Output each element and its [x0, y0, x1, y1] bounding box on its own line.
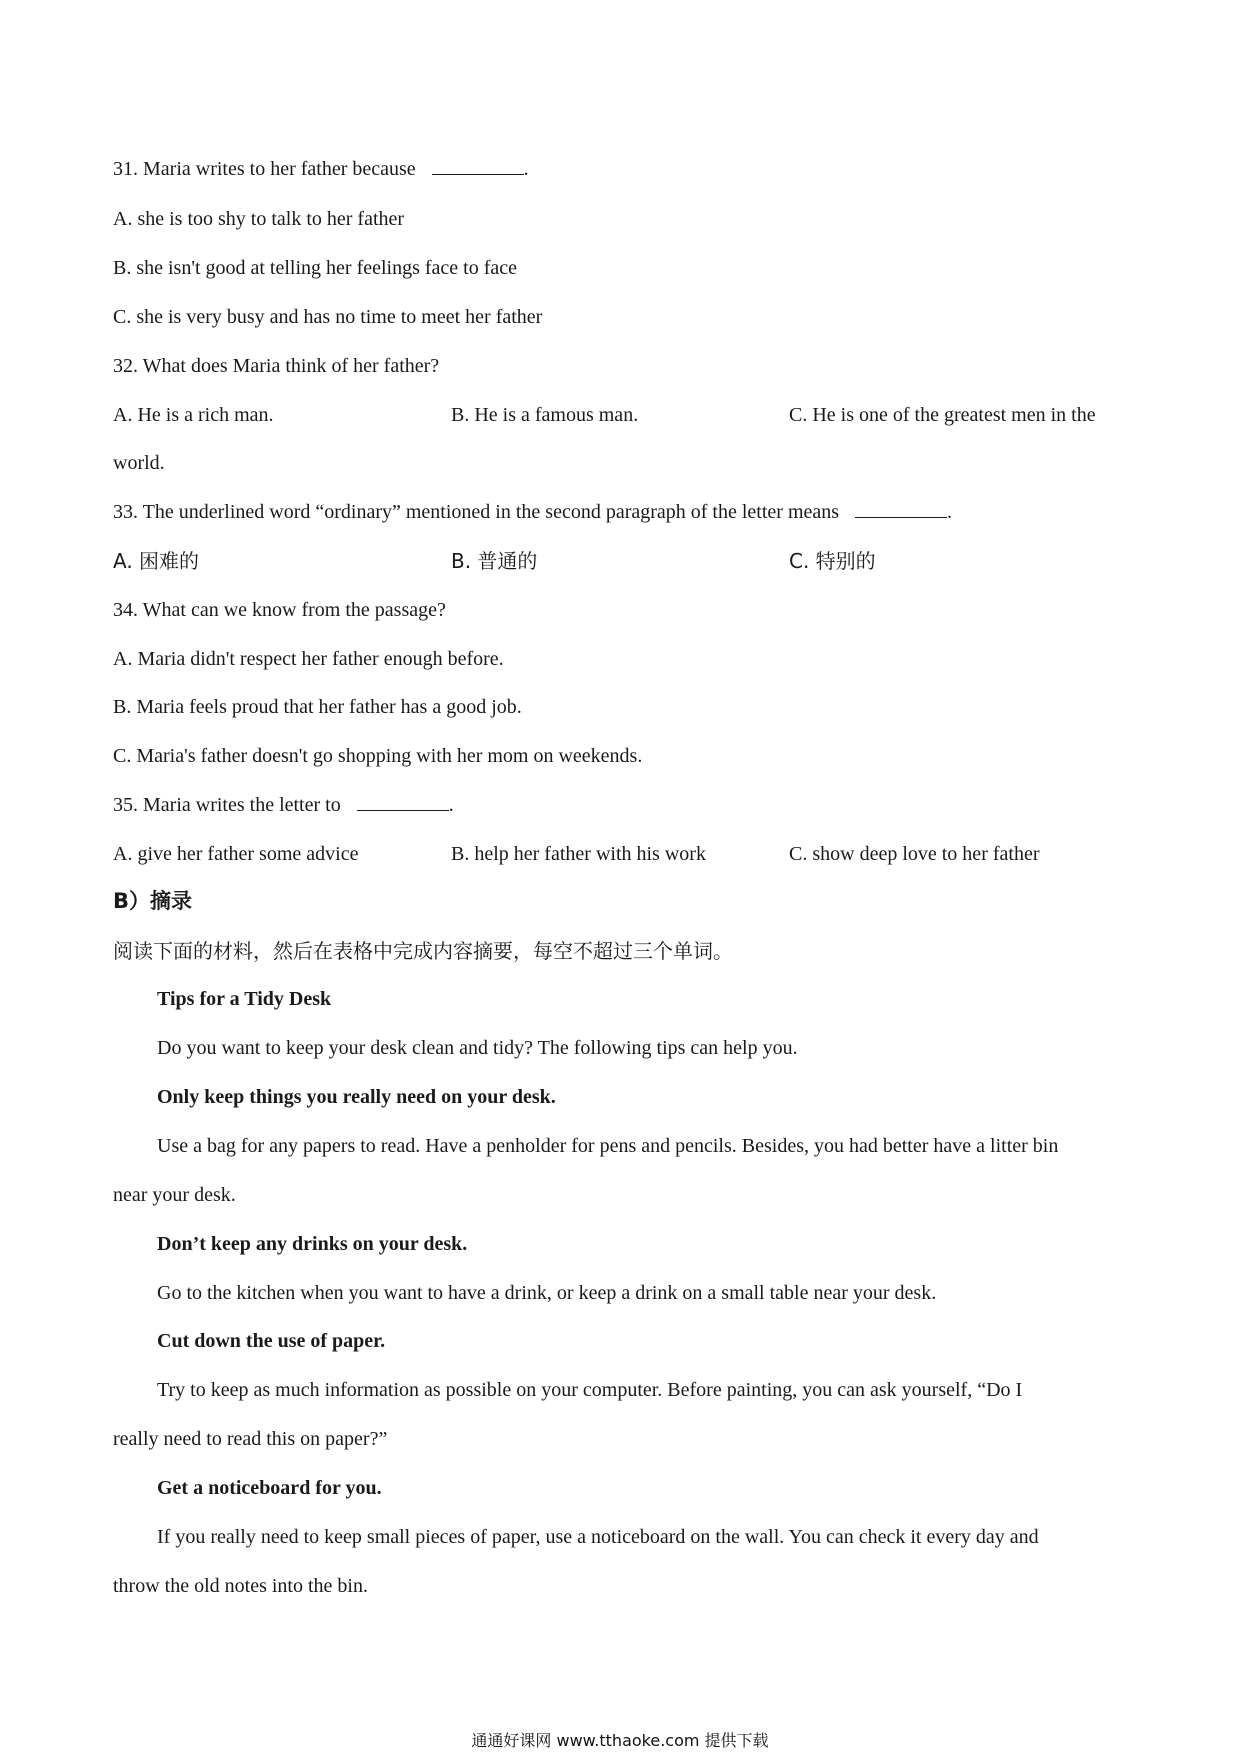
tip-4-heading: Get a noticeboard for you.: [157, 1477, 382, 1499]
question-34-stem: 34. What can we know from the passage?: [113, 599, 446, 621]
question-33-option-a: A. 困难的: [113, 549, 200, 573]
section-b-title: B）摘录: [113, 889, 193, 913]
answer-blank: [432, 156, 524, 175]
answer-blank: [855, 499, 947, 518]
question-34-option-b: B. Maria feels proud that her father has a good job.: [113, 696, 522, 718]
tip-3-body: Try to keep as much information as possible on your computer. Before painting, you can ask yourself, “Do I: [157, 1379, 1023, 1401]
tip-4-body-continued: throw the old notes into the bin.: [113, 1575, 368, 1597]
tip-3-heading: Cut down the use of paper.: [157, 1330, 386, 1352]
question-35-option-c: C. show deep love to her father: [789, 843, 1040, 865]
question-32-stem: 32. What does Maria think of her father?: [113, 355, 440, 377]
question-31-stem: 31. Maria writes to her father because: [113, 158, 416, 180]
article-intro: Do you want to keep your desk clean and tidy? The following tips can help you.: [157, 1037, 798, 1059]
question-35-option-b: B. help her father with his work: [451, 843, 706, 865]
question-34-option-c: C. Maria's father doesn't go shopping with her mom on weekends.: [113, 745, 643, 767]
question-35-option-a: A. give her father some advice: [113, 843, 359, 865]
question-34-option-a: A. Maria didn't respect her father enough before.: [113, 648, 504, 670]
question-33-option-b: B. 普通的: [451, 549, 538, 573]
tip-1-body-continued: near your desk.: [113, 1184, 236, 1206]
tip-4-body: If you really need to keep small pieces of paper, use a noticeboard on the wall. You can check it every day and: [157, 1526, 1039, 1548]
article-title: Tips for a Tidy Desk: [157, 988, 332, 1010]
question-33-stem: 33. The underlined word “ordinary” mentioned in the second paragraph of the letter means: [113, 501, 840, 523]
question-33: 33. The underlined word “ordinary” mentioned in the second paragraph of the letter means .: [113, 501, 953, 523]
question-32-option-b: B. He is a famous man.: [451, 404, 639, 426]
answer-blank: [357, 792, 449, 811]
question-33-option-c: C. 特别的: [789, 549, 876, 573]
page-footer: 通通好课网 www.tthaoke.com 提供下载: [471, 1731, 769, 1750]
tip-1-heading: Only keep things you really need on your desk.: [157, 1086, 556, 1108]
section-b-instruction: 阅读下面的材料，然后在表格中完成内容摘要，每空不超过三个单词。: [113, 939, 733, 963]
question-35-stem: 35. Maria writes the letter to: [113, 794, 341, 816]
question-32-option-c-continued: world.: [113, 452, 165, 474]
tip-1-body: Use a bag for any papers to read. Have a penholder for pens and pencils. Besides, you had better have a litter bin: [157, 1135, 1059, 1157]
question-31-option-a: A. she is too shy to talk to her father: [113, 208, 405, 230]
question-31-option-b: B. she isn't good at telling her feelings face to face: [113, 257, 518, 279]
tip-2-heading: Don’t keep any drinks on your desk.: [157, 1233, 468, 1255]
question-35: 35. Maria writes the letter to .: [113, 794, 454, 816]
tip-3-body-continued: really need to read this on paper?”: [113, 1428, 388, 1450]
question-31-option-c: C. she is very busy and has no time to meet her father: [113, 306, 543, 328]
question-32-option-a: A. He is a rich man.: [113, 404, 274, 426]
question-32-option-c: C. He is one of the greatest men in the: [789, 404, 1096, 426]
question-31: 31. Maria writes to her father because .: [113, 158, 529, 180]
tip-2-body: Go to the kitchen when you want to have a drink, or keep a drink on a small table near your desk.: [157, 1282, 937, 1304]
